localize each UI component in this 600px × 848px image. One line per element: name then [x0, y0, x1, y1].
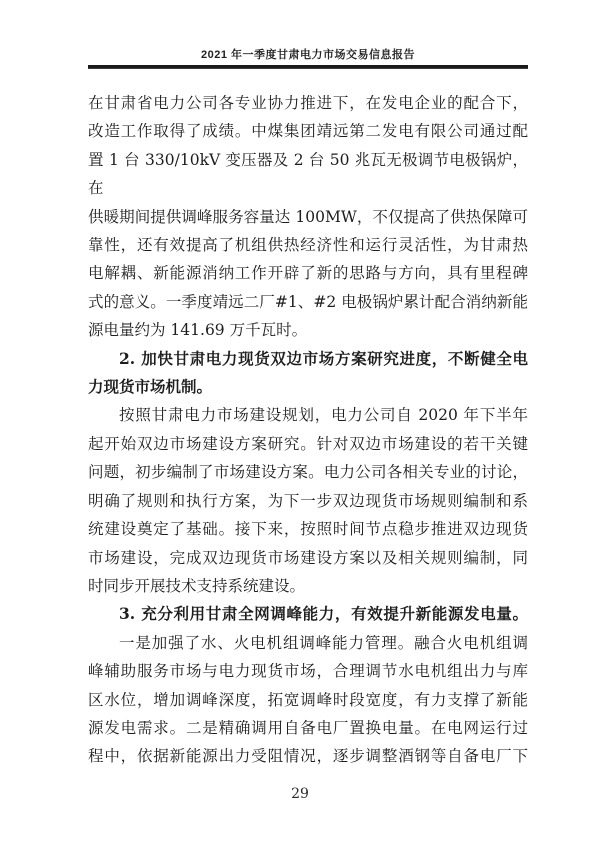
text-line: 源电量约为 141.69 万千瓦时。 — [88, 321, 308, 340]
text-line: 区水位，增加调峰深度，拓宽调峰时段宽度，有力支撑了新能 — [88, 690, 528, 709]
text-line: 供暖期间提供调峰服务容量达 100MW，不仅提高了供热保障可 — [88, 207, 528, 226]
text-line: 统建设奠定了基础。接下来，按照时间节点稳步推进双边现货 — [88, 520, 528, 539]
paragraph-continuation — [88, 89, 528, 345]
paragraph-section-3 — [88, 629, 528, 771]
heading-line: 力现货市场机制。 — [88, 377, 213, 397]
text-line: 源发电需求。二是精确调用自备电厂置换电量。在电网运行过 — [88, 718, 528, 737]
text-line: 置 1 台 330/10kV 变压器及 2 台 50 兆瓦无极调节电极锅炉，在 — [88, 150, 528, 198]
text-line: 程中，依据新能源出力受阻情况，逐步调整酒钢等自备电厂下 — [88, 747, 528, 766]
text-line: 明确了规则和执行方案，为下一步双边现货市场规则编制和系 — [88, 491, 528, 510]
text-line: 在甘肃省电力公司各专业协力推进下，在发电企业的配合下， — [88, 94, 528, 112]
text-line: 一是加强了水、火电机组调峰能力管理。融合火电机组调 — [119, 633, 528, 652]
text-line: 市场建设，完成双边现货市场建设方案以及相关规则编制，同 — [88, 548, 528, 567]
text-line: 靠性，还有效提高了机组供热经济性和运行灵活性，为甘肃热 — [88, 236, 528, 255]
text-line: 时同步开展技术支持系统建设。 — [88, 576, 306, 595]
text-line: 峰辅助服务市场与电力现货市场，合理调节水电机组出力与库 — [88, 662, 528, 681]
section-heading-3 — [88, 600, 528, 628]
text-line: 式的意义。一季度靖远二厂#1、#2 电极锅炉累计配合消纳新能 — [88, 292, 528, 311]
text-line: 改造工作取得了成绩。中煤集团靖远第二发电有限公司通过配 — [88, 122, 528, 141]
header-double-rule — [88, 65, 528, 69]
text-line: 按照甘肃电力市场建设规划，电力公司自 2020 年下半年 — [119, 406, 528, 425]
page-number: 29 — [291, 786, 309, 802]
page-body-text — [88, 89, 528, 771]
text-line: 问题，初步编制了市场建设方案。电力公司各相关专业的讨论， — [88, 463, 528, 482]
page-header-title: 2021 年一季度甘肃电力市场交易信息报告 — [200, 49, 416, 61]
text-line: 起开始双边市场建设方案研究。针对双边市场建设的若干关键 — [88, 434, 528, 453]
text-line: 电解耦、新能源消纳工作开辟了新的思路与方向，具有里程碑 — [88, 264, 528, 283]
section-heading-2 — [88, 345, 528, 402]
paragraph-section-2 — [88, 401, 528, 600]
heading-line: 3. 充分利用甘肃全网调峰能力，有效提升新能源发电量。 — [119, 604, 528, 624]
heading-line: 2. 加快甘肃电力现货双边市场方案研究进度，不断健全电 — [119, 348, 528, 368]
